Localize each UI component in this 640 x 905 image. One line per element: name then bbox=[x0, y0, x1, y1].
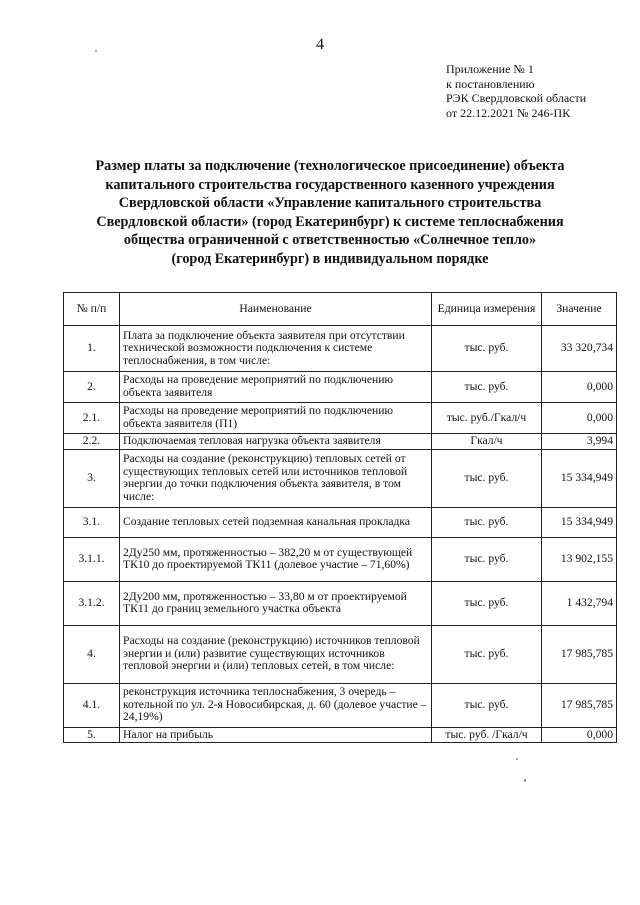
row-number: 4. bbox=[64, 625, 120, 683]
table-row bbox=[64, 507, 617, 537]
row-name: Создание тепловых сетей подземная канальная прокладка bbox=[120, 507, 432, 537]
row-value: 3,994 bbox=[542, 434, 617, 450]
page-number: 4 bbox=[316, 36, 324, 53]
row-name: Плата за подключение объекта заявителя при отсутствии технической возможности подключения к системе теплоснабжения, в том числе: bbox=[120, 326, 432, 372]
row-unit: тыс. руб. bbox=[432, 507, 542, 537]
row-unit: тыс. руб. bbox=[432, 625, 542, 683]
row-value: 0,000 bbox=[542, 403, 617, 434]
table-row bbox=[64, 449, 617, 507]
row-number: 1. bbox=[64, 326, 120, 372]
table-row bbox=[64, 727, 617, 743]
table-row bbox=[64, 625, 617, 683]
title-line: капитального строительства государственного казенного учреждения bbox=[105, 176, 555, 193]
row-name: 2Ду200 мм, протяженностью – 33,80 м от проектируемой ТК11 до границ земельного участка объекта bbox=[120, 581, 432, 625]
row-value: 17 985,785 bbox=[542, 625, 617, 683]
row-unit: тыс. руб. bbox=[432, 683, 542, 727]
table-row bbox=[64, 434, 617, 450]
row-number: 2.1. bbox=[64, 403, 120, 434]
fee-table bbox=[63, 292, 617, 743]
row-number: 2. bbox=[64, 372, 120, 403]
row-name: Расходы на создание (реконструкцию) источников тепловой энергии и (или) развитие существующих источников тепловой энергии и (или) тепловых сетей, в том числе: bbox=[120, 625, 432, 683]
row-number: 3.1.1. bbox=[64, 537, 120, 581]
row-unit: тыс. руб. bbox=[432, 326, 542, 372]
appendix-block bbox=[446, 62, 586, 120]
header-value: Значение bbox=[542, 293, 617, 326]
row-value: 0,000 bbox=[542, 727, 617, 743]
row-unit: тыс. руб. bbox=[432, 372, 542, 403]
title-line: Размер платы за подключение (технологическое присоединение) объекта bbox=[95, 158, 565, 174]
row-value: 13 902,155 bbox=[542, 537, 617, 581]
table-row bbox=[64, 326, 617, 372]
row-name: реконструкция источника теплоснабжения, 3 очередь – котельной по ул. 2-я Новосибирская, д. 60 (долевое участие – 24,19%) bbox=[120, 683, 432, 727]
title-line: общества ограниченной с ответственностью «Солнечное тепло» bbox=[123, 232, 537, 249]
title-line: Свердловской области «Управление капитального строительства bbox=[118, 195, 542, 212]
table-row bbox=[64, 683, 617, 727]
scan-speck bbox=[516, 758, 518, 760]
row-number: 2.2. bbox=[64, 434, 120, 450]
row-unit: тыс. руб. /Гкал/ч bbox=[432, 727, 542, 743]
document-title bbox=[60, 157, 600, 269]
row-value: 1 432,794 bbox=[542, 581, 617, 625]
header-name: Наименование bbox=[120, 293, 432, 326]
appendix-line: РЭК Свердловской области bbox=[446, 91, 587, 105]
row-name: Расходы на проведение мероприятий по подключению объекта заявителя (П1) bbox=[120, 403, 432, 434]
row-number: 3. bbox=[64, 449, 120, 507]
title-line: (город Екатеринбург) в индивидуальном порядке bbox=[171, 250, 489, 267]
appendix-line: к постановлению bbox=[446, 76, 535, 91]
row-unit: тыс. руб. bbox=[432, 449, 542, 507]
table-row bbox=[64, 403, 617, 434]
row-number: 4.1. bbox=[64, 683, 120, 727]
row-name: Расходы на создание (реконструкцию) тепловых сетей от существующих тепловых сетей или источников тепловой энергии до точки подключения объекта заявителя, в том числе: bbox=[120, 449, 432, 507]
row-number: 3.1. bbox=[64, 507, 120, 537]
row-name: Налог на прибыль bbox=[120, 727, 432, 743]
appendix-line: Приложение № 1 bbox=[446, 62, 534, 76]
appendix-line: от 22.12.2021 № 246-ПК bbox=[446, 105, 571, 120]
table-row bbox=[64, 537, 617, 581]
header-unit: Единица измерения bbox=[432, 293, 542, 326]
scan-speck bbox=[95, 50, 97, 52]
header-number: № п/п bbox=[64, 293, 120, 326]
row-value: 33 320,734 bbox=[542, 326, 617, 372]
row-value: 15 334,949 bbox=[542, 507, 617, 537]
row-unit: тыс. руб./Гкал/ч bbox=[432, 403, 542, 434]
scan-speck bbox=[524, 779, 526, 782]
row-name: 2Ду250 мм, протяженностью – 382,20 м от существующей ТК10 до проектируемой ТК11 (долевое участие – 71,60%) bbox=[120, 537, 432, 581]
table-row bbox=[64, 581, 617, 625]
row-value: 15 334,949 bbox=[542, 449, 617, 507]
row-value: 0,000 bbox=[542, 372, 617, 403]
row-name: Расходы на проведение мероприятий по подключению объекта заявителя bbox=[120, 372, 432, 403]
row-number: 3.1.2. bbox=[64, 581, 120, 625]
table-row bbox=[64, 372, 617, 403]
row-number: 5. bbox=[64, 727, 120, 743]
row-unit: тыс. руб. bbox=[432, 581, 542, 625]
row-unit: Гкал/ч bbox=[432, 434, 542, 450]
row-value: 17 985,785 bbox=[542, 683, 617, 727]
row-name: Подключаемая тепловая нагрузка объекта заявителя bbox=[120, 434, 432, 450]
row-unit: тыс. руб. bbox=[432, 537, 542, 581]
title-line: Свердловской области» (город Екатеринбург) к системе теплоснабжения bbox=[96, 213, 564, 230]
table-header-row bbox=[64, 293, 617, 326]
